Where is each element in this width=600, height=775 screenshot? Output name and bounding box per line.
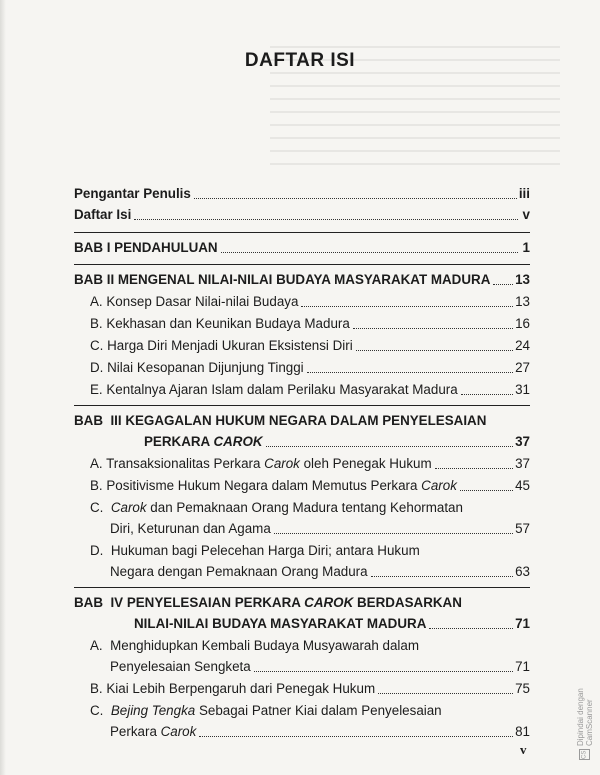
divider [74,405,530,406]
toc-entry-pengantar[interactable]: Pengantar Penulis iii [74,186,530,201]
toc-entry-bab-2d[interactable]: D. Nilai Kesopanan Dijunjung Tinggi 27 [90,360,530,375]
toc-entry-bab-3[interactable]: PERKARA CAROK 37 [144,434,530,449]
toc-entry-bab-3c-line1: C. Carok dan Pemaknaan Orang Madura tentang Kehormatan [90,500,463,515]
divider [74,587,530,588]
leader-dots [429,628,513,629]
leader-dots [194,198,517,199]
camscanner-watermark [578,640,592,760]
toc-entry-bab-4a-line1: A. Menghidupkan Kembali Budaya Musyawarah dalam [90,638,419,653]
toc-entry-bab-4-line1: BAB IV PENYELESAIAN PERKARA CAROK BERDASARKAN [74,595,462,610]
toc-entry-bab-4a[interactable]: Penyelesaian Sengketa 71 [110,659,530,674]
leader-dots [301,306,513,307]
toc-entry-bab-4c[interactable]: Perkara Carok 81 [110,724,530,739]
toc-entry-bab-3a[interactable]: A. Transaksionalitas Perkara Carok oleh Penegak Hukum 37 [90,456,530,471]
leader-dots [356,350,513,351]
leader-dots [274,533,513,534]
leader-dots [134,219,518,220]
leader-dots [460,490,513,491]
camscanner-logo: CS [580,749,591,760]
divider [74,264,530,265]
leader-dots [435,468,513,469]
toc-entry-bab-3b[interactable]: B. Positivisme Hukum Negara dalam Memutus Perkara Carok 45 [90,478,530,493]
toc-entry-bab-1[interactable]: BAB I PENDAHULUAN 1 [74,240,530,255]
leader-dots [266,446,514,447]
leader-dots [461,394,513,395]
divider [74,232,530,233]
toc-entry-bab-3d-line1: D. Hukuman bagi Pelecehan Harga Diri; antara Hukum [90,543,420,558]
leader-dots [371,576,514,577]
toc-entry-bab-2b[interactable]: B. Kekhasan dan Keunikan Budaya Madura 16 [90,316,530,331]
toc-entry-bab-2[interactable]: BAB II MENGENAL NILAI-NILAI BUDAYA MASYARAKAT MADURA 13 [74,272,530,287]
leader-dots [254,671,513,672]
toc-entry-bab-4b[interactable]: B. Kiai Lebih Berpengaruh dari Penegak Hukum 75 [90,681,530,696]
page-edge [0,0,6,775]
leader-dots [221,252,518,253]
leader-dots [493,284,513,285]
toc-entry-bab-3-line1: BAB III KEGAGALAN HUKUM NEGARA DALAM PENYELESAIAN [74,413,487,428]
toc-entry-bab-2c[interactable]: C. Harga Diri Menjadi Ukuran Eksistensi Diri 24 [90,338,530,353]
toc-entry-bab-3d[interactable]: Negara dengan Pemaknaan Orang Madura 63 [110,564,530,579]
toc-entry-bab-3c[interactable]: Diri, Keturunan dan Agama 57 [110,521,530,536]
toc-entry-bab-4c-line1: C. Bejing Tengka Sebagai Patner Kiai dalam Penyelesaian [90,703,442,718]
camscanner-text: Dipindai dengan CamScanner [576,688,594,747]
leader-dots [378,693,513,694]
toc-entry-bab-2e[interactable]: E. Kentalnya Ajaran Islam dalam Perilaku Masyarakat Madura 31 [90,382,530,397]
table-of-contents [74,185,530,741]
page-number: v [520,742,527,757]
page-title: DAFTAR ISI [244,50,356,71]
leader-dots [199,736,513,737]
leader-dots [353,328,513,329]
toc-entry-daftar-isi[interactable]: Daftar Isi v [74,207,530,222]
toc-entry-bab-2a[interactable]: A. Konsep Dasar Nilai-nilai Budaya 13 [90,294,530,309]
leader-dots [307,372,513,373]
toc-entry-bab-4[interactable]: NILAI-NILAI BUDAYA MASYARAKAT MADURA 71 [134,616,530,631]
